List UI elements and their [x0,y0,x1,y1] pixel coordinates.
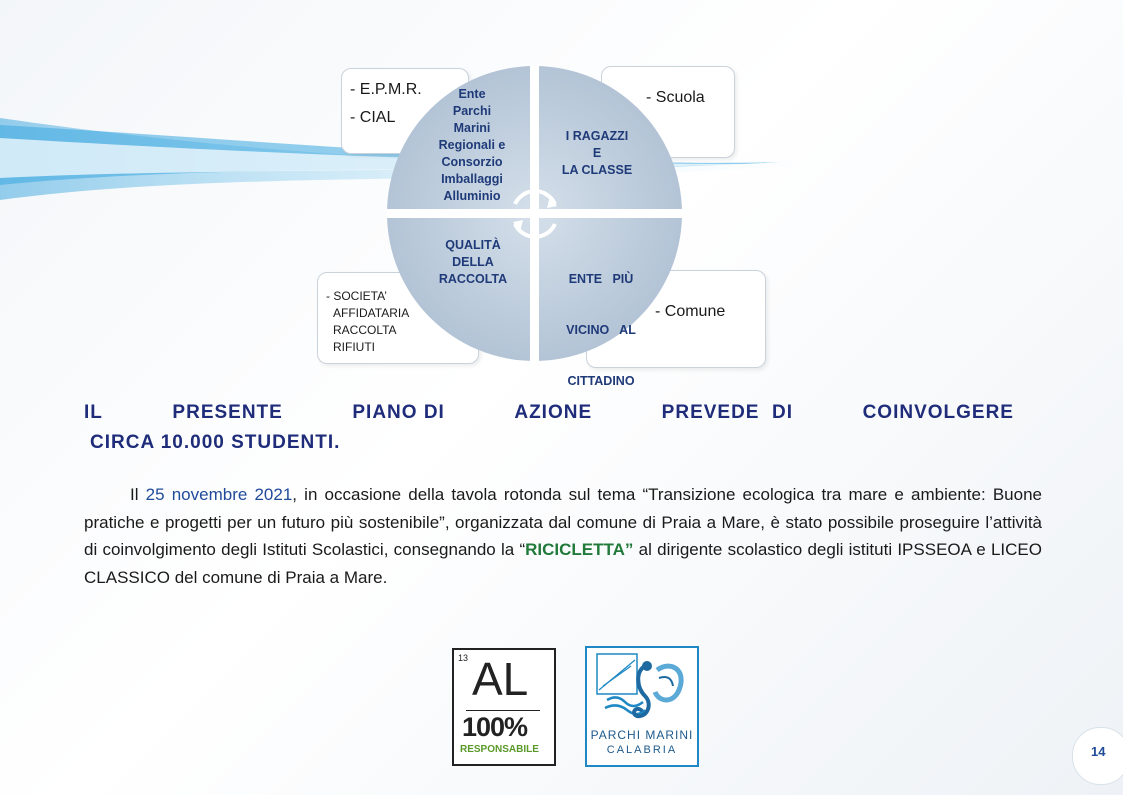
headline-line-1 [84,398,1014,428]
seahorse-icon [587,650,697,730]
headline [84,398,1014,458]
box-item: RIFIUTI [333,340,375,354]
quadrant-line: RACCOLTA [438,272,508,286]
para-middle: , in occasione della tavola rotonda sul tema “Transizione ecologica tra mare e ambiente: Buone pratiche e progetti per un futuro più sostenibile”, organizzata dal comune di Praia a Mare, è stato possibile proseguire l’attività di coinvolgimento degli Istituti Scolastici, consegnando la “ [84,485,1042,559]
parchi-marini-logo [585,646,699,767]
box-item: - Scuola [646,89,705,106]
quadrant-line: E [592,146,602,160]
parchi-line-2: CALABRIA [606,744,678,756]
headline-word: PREVEDE DI [661,402,794,423]
para-suffix: al dirigente scolastico degli istituti IPSSEOA e LICEO CLASSICO del comune di Praia a Mare. [84,540,1042,587]
quadrant-bottom-right [551,237,651,424]
headline-word: PIANO DI [352,402,445,423]
quadrant-top-right [547,128,647,179]
quadrant-line: Ente [458,87,486,101]
quadrant-line: Alluminio [443,189,501,203]
headline-word: IL [84,402,103,423]
box-item: - CIAL [350,109,396,126]
al-tag: RESPONSABILE [460,744,539,755]
al-symbol: AL [472,653,529,705]
quadrant-line: LA CLASSE [561,163,633,177]
headline-word: AZIONE [514,402,593,423]
quadrant-line: Imballaggi [441,172,503,186]
quadrant-line: QUALITÀ [445,238,501,252]
quadrant-line: VICINO AL [566,323,636,337]
ricicletta-highlight: RICICLETTA” [525,540,634,559]
quadrant-line: DELLA [452,255,494,269]
quadrant-bottom-left [423,237,523,288]
headline-word: COINVOLGERE [862,402,1014,423]
event-date: 25 novembre 2021 [145,485,293,504]
quadrant-line: CITTADINO [567,374,635,388]
quadrant-line: Regionali e [438,138,506,152]
para-prefix: Il [130,485,146,504]
al-percent: 100% [462,712,528,742]
al-atomic-number: 13 [458,653,469,663]
quadrant-line: Parchi [452,104,492,118]
quadrant-line: Consorzio [441,155,503,169]
headline-line-2: CIRCA 10.000 STUDENTI. [90,432,341,453]
headline-word: PRESENTE [172,402,283,423]
box-item: - SOCIETA’ [326,289,387,303]
quadrant-line: Marini [453,121,491,135]
cycle-diagram [387,66,682,388]
parchi-line-1: PARCHI MARINI [590,728,694,742]
quadrant-line: ENTE PIÙ [568,272,634,286]
box-item: - E.P.M.R. [350,81,422,98]
body-paragraph [84,481,1042,591]
quadrant-top-left [432,86,512,205]
quadrant-line: I RAGAZZI [565,129,629,143]
box-item: RACCOLTA [333,323,397,337]
box-item: - Comune [655,303,726,320]
page-number-badge [1072,727,1123,785]
page-number: 14 [1091,744,1106,759]
al-responsabile-logo [452,648,556,766]
box-item: AFFIDATARIA [333,306,410,320]
al-divider [466,710,540,711]
